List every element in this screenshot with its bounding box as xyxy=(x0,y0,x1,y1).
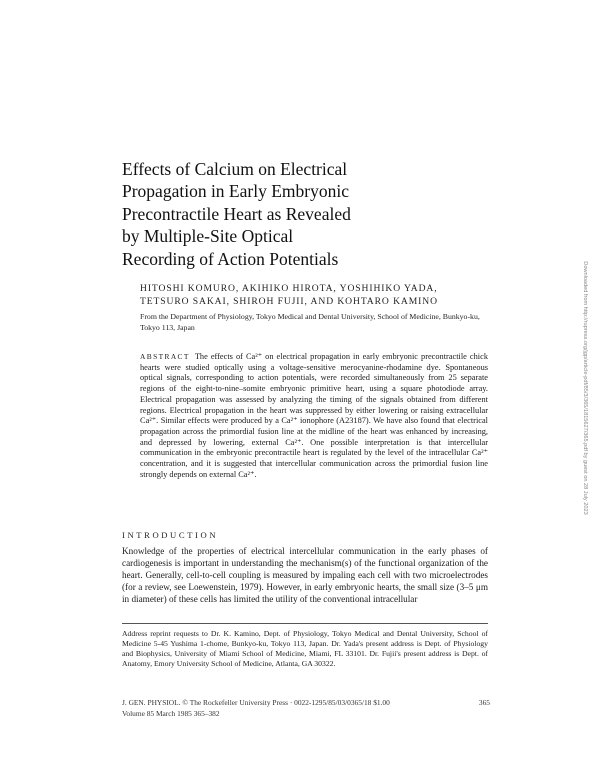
abstract-text: The effects of Ca²⁺ on electrical propagation in early embryonic precontractile chick hearts were studied optically using a voltage-sensitive merocyanine-rhodamine dye. Spontaneous optical signals, corresponding to action potentials, were recorded simultaneously from 25 separate regions of the eight-to-nine–somite embryonic primitive heart, using a square photodiode array. Electrical propagation was assessed by analyzing the timing of the signals obtained from different regions. Electrical propagation in the heart was suppressed by either lowering or raising extracellular Ca²⁺. Similar effects were produced by a Ca²⁺ ionophore (A23187). We have also found that electrical propagation across the primordial fusion line at the midline of the heart was enhanced by increasing, and depressed by lowering, external Ca²⁺. One possible interpretation is that intercellular communication in the embryonic precontractile heart is regulated by the level of the intracellular Ca²⁺ concentration, and it is suggested that intercellular communication across the primordial fusion line strongly depends on external Ca²⁺. xyxy=(140,352,488,479)
title-line: by Multiple-Site Optical xyxy=(122,226,294,247)
title-line: Precontractile Heart as Revealed xyxy=(122,203,351,224)
introduction-text: Knowledge of the properties of electrical intercellular communication in the early phases of cardiogenesis is important in understanding the mechanism(s) of the functional organization of the heart. Generally, cell-to-cell coupling is measured by impaling each cell with two microelectrodes (for a review, see Loewenstein, 1979). However, in early embryonic hearts, the small size (3–5 μm in diameter) of these cells has limited the utility of the conventional intracellular xyxy=(122,546,488,604)
article-title xyxy=(122,158,442,270)
footnote-divider xyxy=(122,623,488,624)
author-line: TETSURO SAKAI, SHIROH FUJII, AND KOHTARO KAMINO xyxy=(140,295,438,307)
introduction-heading: INTRODUCTION xyxy=(122,530,219,540)
journal-citation: J. GEN. PHYSIOL. © The Rockefeller University Press · 0022-1295/85/03/0365/18 $1.00 xyxy=(122,698,390,707)
journal-volume: Volume 85 March 1985 365–382 xyxy=(122,709,220,718)
abstract-label: ABSTRACT xyxy=(140,352,190,361)
title-line: Effects of Calcium on Electrical xyxy=(122,159,348,179)
title-line: Propagation in Early Embryonic xyxy=(122,181,349,202)
correspondence-footnote: Address reprint requests to Dr. K. Kamino, Dept. of Physiology, Tokyo Medical and Dental University, School of Medicine 5-45 Yushima 1-chome, Bunkyo-ku, Tokyo 113, Japan. Dr. Yada's present address is Dept. of Physiology and Biophysics, University of Miami School of Medicine, Miami, FL 33101. Dr. Fujii's present address is Dept. of Anatomy, Emory University School of Medicine, Atlanta, GA 30322. xyxy=(122,629,488,669)
author-line: HITOSHI KOMURO, AKIHIKO HIROTA, YOSHIHIKO YADA, xyxy=(140,283,438,294)
download-note: Downloaded from http://rupress.org/jgp/article-pdf/85/3/365/1815627/365.pdf by guest on 28 July 2023 xyxy=(582,261,588,515)
journal-footer xyxy=(122,697,490,719)
author-list xyxy=(140,283,480,308)
download-watermark xyxy=(578,258,592,518)
affiliation: From the Department of Physiology, Tokyo Medical and Dental University, School of Medicine, Bunkyo-ku, Tokyo 113, Japan xyxy=(140,312,480,332)
title-line: Recording of Action Potentials xyxy=(122,248,339,269)
abstract xyxy=(140,352,488,480)
page-number: 365 xyxy=(478,698,490,707)
